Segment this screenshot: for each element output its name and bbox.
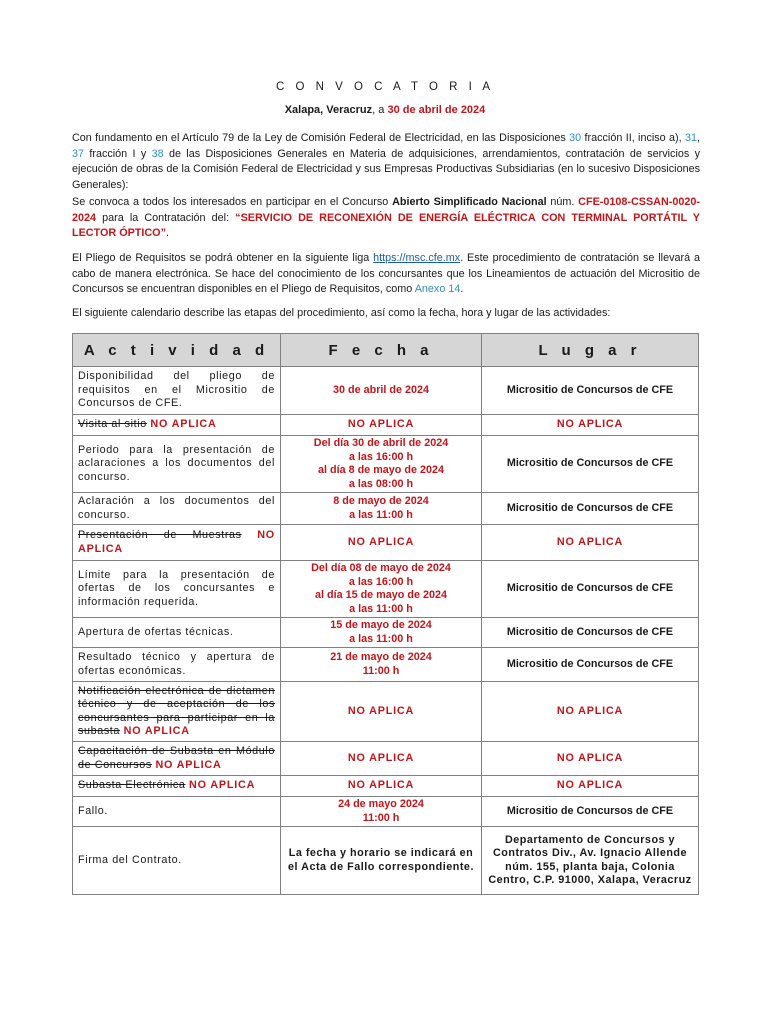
place-cell: NO APLICA [482, 415, 699, 436]
header-fecha: F e c h a [281, 334, 482, 367]
service-name: “SERVICIO DE RECONEXIÓN DE ENERGÍA ELÉCTRICA CON TERMINAL PORTÁTIL Y LECTOR ÓPTICO” [72, 211, 700, 239]
date-line: a las 11:00 h [349, 602, 413, 615]
date-line: 8 de mayo de 2024 [333, 495, 429, 507]
struck-activity: Presentación de Muestras [78, 529, 242, 541]
ref-37: 37 [72, 147, 85, 160]
ref-30: 30 [569, 132, 582, 144]
date-line: a las 16:00 h [348, 450, 414, 463]
date-cell [281, 436, 482, 493]
place-cell: NO APLICA [482, 742, 699, 776]
date-cell: NO APLICA [281, 776, 482, 797]
text: . [165, 227, 169, 239]
table-row [73, 648, 699, 682]
paragraph-requirements [72, 251, 700, 298]
text: . Este procedimiento de contratación se llevará a cabo de manera electrónica. Se hace del conocimiento de los concursantes que los Lineamientos de actuación del Micrositio de Concursos se encuentran disponibles en el Pliego de Requisitos, como [72, 252, 700, 295]
date-cell: NO APLICA [281, 682, 482, 742]
anexo-reference: Anexo 14 [414, 283, 461, 295]
paragraph-calendar-intro: El siguiente calendario describe las etapas del procedimiento, así como la fecha, hora y lugar de las actividades: [72, 307, 611, 319]
place-cell: Micrositio de Concursos de CFE [482, 618, 699, 648]
text: fracción I y [84, 147, 152, 160]
place-cell: Micrositio de Concursos de CFE [482, 493, 699, 525]
contest-code: CFE-0108-CSSAN-0020-2024 [72, 196, 700, 224]
table-row [73, 525, 699, 561]
date-line: a las 16:00 h [348, 575, 414, 588]
date-cell [281, 493, 482, 525]
activity-cell: Aclaración a los documentos del concurso. [73, 493, 281, 525]
activity-cell: Firma del Contrato. [73, 827, 281, 895]
table-row [73, 436, 699, 493]
place-cell: Departamento de Concursos y Contratos Div., Av. Ignacio Allende núm. 155, planta baja, Colonia Centro, C.P. 91000, Xalapa, Veracruz [482, 827, 699, 895]
paragraph-legal-basis [72, 131, 700, 193]
struck-activity: Capacitación de Subasta en Módulo de Concursos [78, 745, 275, 771]
table-row [73, 493, 699, 525]
schedule-table [72, 333, 699, 895]
date-cell: NO APLICA [281, 742, 482, 776]
place-cell: NO APLICA [482, 776, 699, 797]
struck-activity: Visita al sitio [78, 418, 147, 431]
table-row [73, 682, 699, 742]
text: Con fundamento en el Artículo 79 de la Ley de Comisión Federal de Electricidad, en las Disposiciones [72, 132, 570, 144]
not-applicable: NO APLICA [150, 418, 217, 431]
date-line: a las 08:00 h [348, 477, 414, 490]
issue-date: 30 de abril de 2024 [387, 104, 486, 116]
date-line: 11:00 h [362, 664, 400, 677]
table-row [73, 415, 699, 436]
activity-cell [73, 742, 281, 776]
activity-cell: Periodo para la presentación de aclaraciones a los documentos del concurso. [73, 436, 281, 493]
text: fracción II, inciso a), [581, 132, 685, 144]
date-line: a las 11:00 h [349, 508, 413, 521]
table-row [73, 367, 699, 415]
header-lugar: L u g a r [482, 334, 699, 367]
table-row [73, 561, 699, 618]
activity-cell: Apertura de ofertas técnicas. [73, 618, 281, 648]
table-row [73, 776, 699, 797]
date-cell: La fecha y horario se indicará en el Acta de Fallo correspondiente. [281, 827, 482, 895]
text: para la Contratación del: [96, 211, 236, 224]
table-row [73, 827, 699, 895]
not-applicable: NO APLICA [123, 725, 190, 737]
activity-cell: Fallo. [73, 797, 281, 827]
date-cell [281, 618, 482, 648]
place-cell: Micrositio de Concursos de CFE [482, 367, 699, 415]
text: , [697, 132, 701, 144]
date-line: 15 de mayo de 2024 [330, 619, 432, 631]
date-line: 24 de mayo 2024 [338, 798, 424, 810]
date-cell: NO APLICA [281, 525, 482, 561]
date-separator: , a [372, 104, 388, 116]
text: . [460, 283, 464, 295]
activity-cell [73, 682, 281, 742]
activity-cell [73, 776, 281, 797]
table-row [73, 618, 699, 648]
place-cell: Micrositio de Concursos de CFE [482, 648, 699, 682]
place-cell: Micrositio de Concursos de CFE [482, 436, 699, 493]
dateline [0, 104, 770, 116]
contest-type: Abierto Simplificado Nacional [392, 196, 547, 208]
ref-38: 38 [151, 147, 164, 160]
activity-cell: Resultado técnico y apertura de ofertas económicas. [73, 648, 281, 682]
ref-31: 31 [685, 132, 698, 144]
date-cell: NO APLICA [281, 415, 482, 436]
date-cell [281, 797, 482, 827]
not-applicable: NO APLICA [155, 758, 222, 771]
not-applicable: NO APLICA [78, 529, 275, 555]
date-line: al día 15 de mayo de 2024 [314, 589, 448, 601]
text: El Pliego de Requisitos se podrá obtener en la siguiente liga [72, 252, 374, 264]
activity-cell [73, 415, 281, 436]
activity-cell: Límite para la presentación de ofertas de los concursantes e información requerida. [73, 561, 281, 618]
date-cell: 30 de abril de 2024 [281, 367, 482, 415]
activity-cell: Disponibilidad del pliego de requisitos en el Micrositio de Concursos de CFE. [73, 367, 281, 415]
header-actividad: A c t i v i d a d [73, 334, 281, 367]
date-line: a las 11:00 h [349, 632, 413, 645]
activity-cell [73, 525, 281, 561]
date-line: Del día 30 de abril de 2024 [313, 437, 449, 449]
place-cell: NO APLICA [482, 682, 699, 742]
table-row [73, 742, 699, 776]
date-line: Del día 08 de mayo de 2024 [311, 562, 451, 574]
place-cell: Micrositio de Concursos de CFE [482, 797, 699, 827]
text: Se convoca a todos los interesados en participar en el Concurso [72, 196, 393, 208]
date-line: 21 de mayo de 2024 [330, 651, 432, 663]
date-cell [281, 648, 482, 682]
text: de las Disposiciones Generales en Materia de adquisiciones, arrendamientos, contratación de servicios y ejecución de obras de la Comisión Federal de Electricidad y sus Empresas Productivas Subsidiarias (en lo sucesivo Disposiciones Generales): [72, 147, 700, 191]
date-line: al día 8 de mayo de 2024 [317, 464, 445, 476]
struck-activity: Subasta Electrónica [78, 779, 186, 792]
table-header-row [73, 334, 699, 367]
document-title: C O N V O C A T O R I A [275, 81, 495, 93]
date-line: 11:00 h [362, 811, 400, 824]
city: Xalapa, Veracruz [284, 104, 373, 116]
table-row [73, 797, 699, 827]
not-applicable: NO APLICA [189, 779, 256, 792]
date-cell [281, 561, 482, 618]
text: núm. [546, 196, 579, 208]
struck-activity: Notificación electrónica de dictamen técnico y de aceptación de los concursantes para participar en la subasta [78, 684, 275, 737]
place-cell: Micrositio de Concursos de CFE [482, 561, 699, 618]
paragraph-call [72, 195, 700, 242]
requirements-link[interactable]: https://msc.cfe.mx [373, 252, 461, 264]
place-cell: NO APLICA [482, 525, 699, 561]
